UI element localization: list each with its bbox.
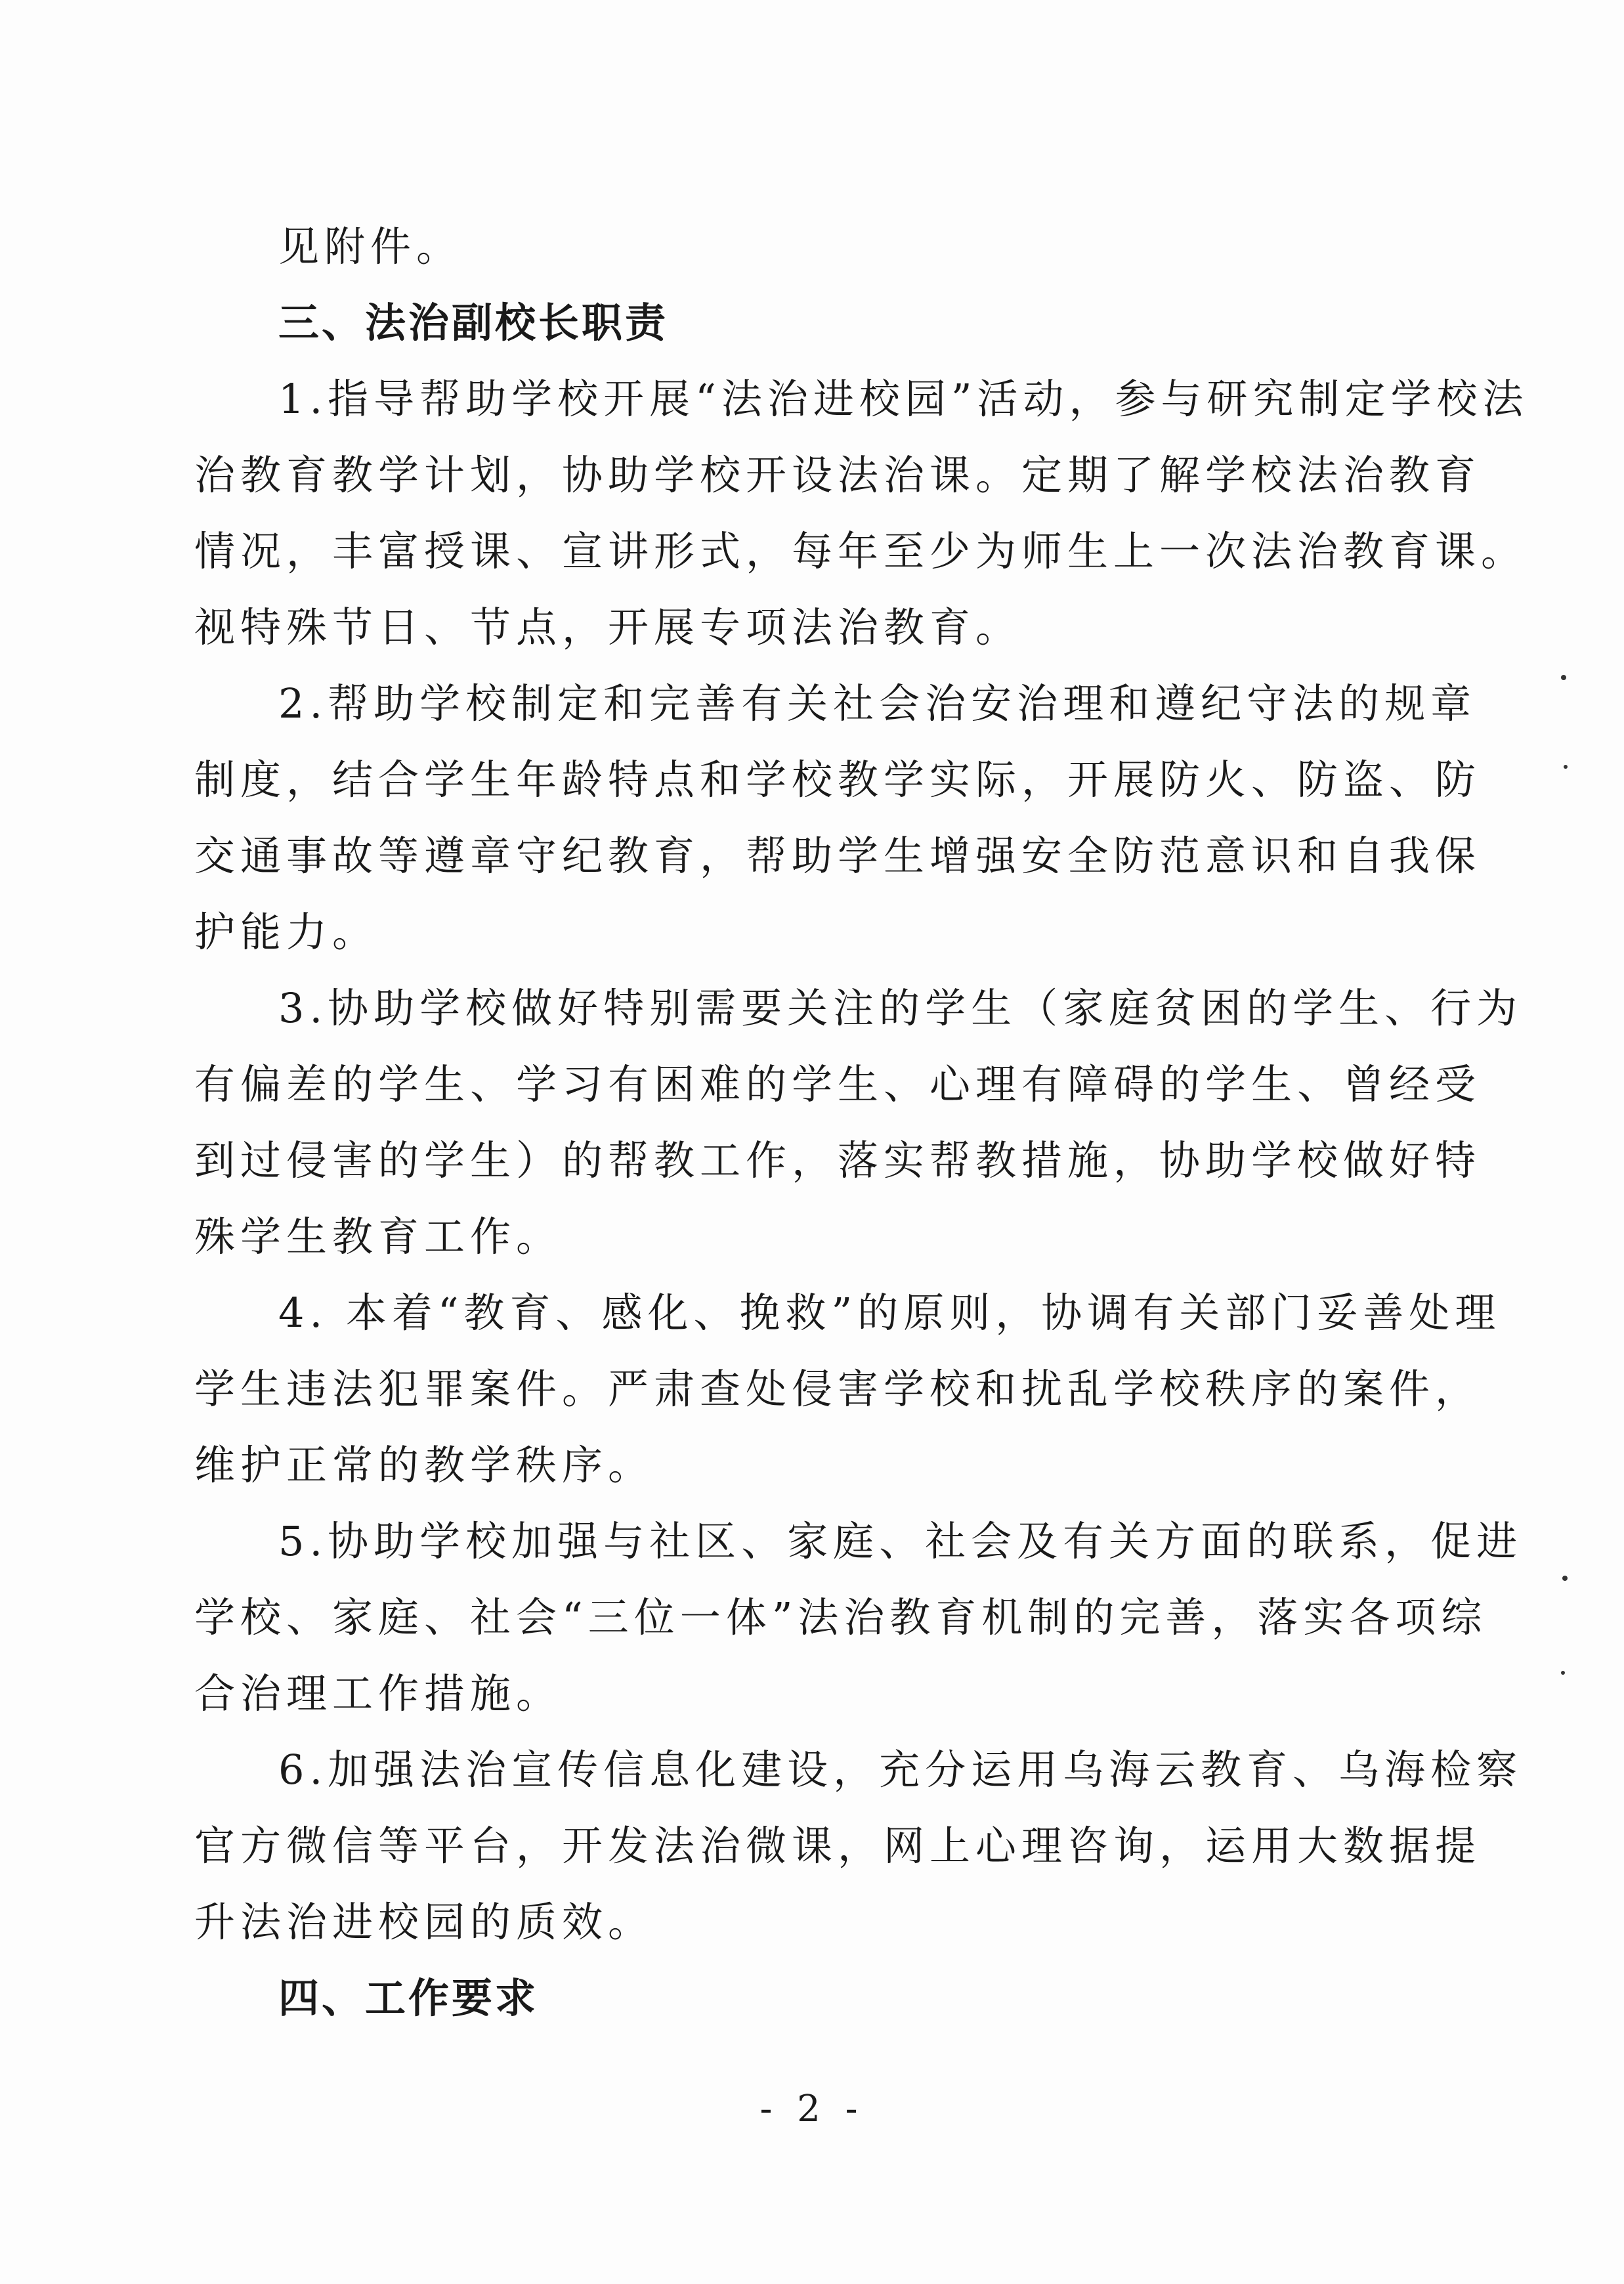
line: 制度，结合学生年龄特点和学校教学实际，开展防火、防盗、防	[194, 756, 1482, 804]
line: 4. 本着“教育、感化、挽救”的原则，协调有关部门妥善处理	[278, 1289, 1501, 1337]
line: 治教育教学计划，协助学校开设法治课。定期了解学校法治教育	[194, 451, 1482, 499]
line: 交通事故等遵章守纪教育，帮助学生增强安全防范意识和自我保	[194, 832, 1482, 880]
line: 殊学生教育工作。	[194, 1213, 563, 1261]
line: 升法治进校园的质效。	[194, 1898, 654, 1946]
scan-speck	[1561, 1671, 1565, 1675]
scan-speck	[1564, 765, 1568, 769]
line: 有偏差的学生、学习有困难的学生、心理有障碍的学生、曾经受	[194, 1060, 1482, 1108]
line: 5.协助学校加强与社区、家庭、社会及有关方面的联系，促进	[278, 1517, 1523, 1565]
line: 官方微信等平台，开发法治微课，网上心理咨询，运用大数据提	[194, 1822, 1482, 1870]
scan-speck	[1562, 1576, 1568, 1581]
line: 情况，丰富授课、宣讲形式，每年至少为师生上一次法治教育课。	[194, 527, 1528, 575]
line: 护能力。	[194, 908, 379, 956]
line: 学校、家庭、社会“三位一体”法治教育机制的完善，落实各项综	[194, 1593, 1487, 1641]
line: 到过侵害的学生）的帮教工作，落实帮教措施，协助学校做好特	[194, 1136, 1482, 1184]
line: 维护正常的教学秩序。	[194, 1441, 654, 1489]
line: 见附件。	[278, 223, 463, 270]
line: 合治理工作措施。	[194, 1670, 563, 1717]
section-heading: 三、法治副校长职责	[278, 299, 669, 347]
line: 视特殊节日、节点，开展专项法治教育。	[194, 603, 1022, 651]
line: 6.加强法治宣传信息化建设，充分运用乌海云教育、乌海检察	[278, 1746, 1523, 1794]
line: 3.协助学校做好特别需要关注的学生（家庭贫困的学生、行为	[278, 984, 1523, 1032]
document-body	[194, 209, 1529, 2036]
line: 1.指导帮助学校开展“法治进校园”活动，参与研究制定学校法	[278, 375, 1529, 423]
section-heading: 四、工作要求	[278, 1974, 539, 2022]
line: 2.帮助学校制定和完善有关社会治安治理和遵纪守法的规章	[278, 679, 1477, 727]
scan-speck	[1561, 675, 1566, 680]
line: 学生违法犯罪案件。严肃查处侵害学校和扰乱学校秩序的案件，	[194, 1365, 1482, 1413]
page-number: - 2 -	[759, 2088, 865, 2130]
